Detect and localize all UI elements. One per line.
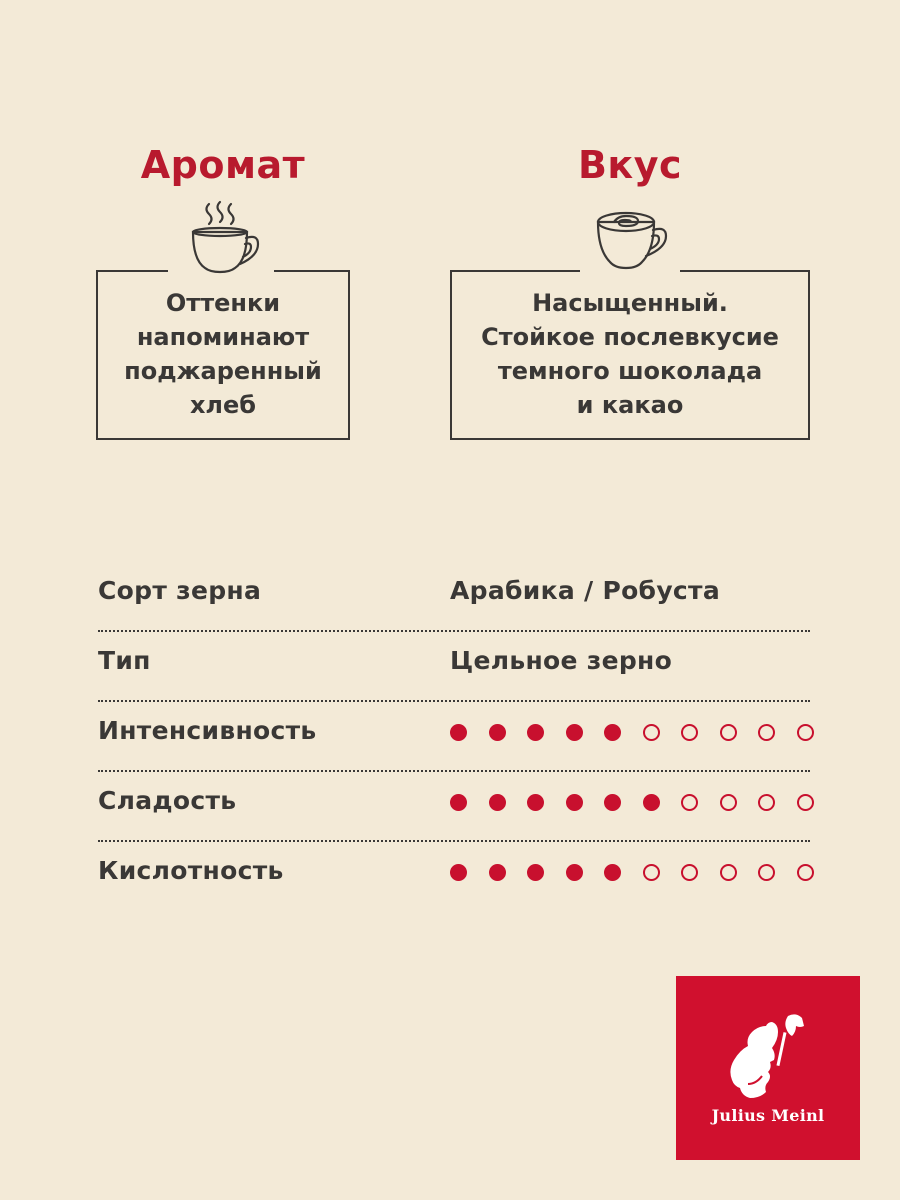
taste-heading: Вкус xyxy=(577,143,683,187)
brand-logo xyxy=(676,976,860,1160)
rating-dots xyxy=(450,724,835,741)
rating-dot-filled xyxy=(566,864,583,881)
rating-dot-empty xyxy=(758,794,775,811)
rating-dot-empty xyxy=(797,724,814,741)
rating-dot-filled xyxy=(643,794,660,811)
rating-dot-filled xyxy=(604,864,621,881)
julius-meinl-moor-logo-icon xyxy=(676,976,860,1160)
rating-dot-filled xyxy=(489,864,506,881)
spec-row-intensity xyxy=(98,702,814,772)
rating-dot-filled xyxy=(604,724,621,741)
spec-row-sweetness xyxy=(98,772,814,842)
spec-label: Тип xyxy=(98,646,151,675)
aroma-description: Оттенки напоминают поджаренный хлеб xyxy=(96,270,350,440)
taste-section xyxy=(450,140,810,440)
aroma-heading: Аромат xyxy=(140,143,306,187)
spec-value: Арабика / Робуста xyxy=(450,576,720,605)
rating-dot-empty xyxy=(758,864,775,881)
rating-dot-empty xyxy=(758,724,775,741)
rating-dot-filled xyxy=(527,864,544,881)
steaming-cup-icon xyxy=(183,198,263,278)
spec-row-acidity xyxy=(98,842,814,912)
spec-label: Кислотность xyxy=(98,856,284,885)
rating-dot-empty xyxy=(681,724,698,741)
rating-dot-empty xyxy=(720,724,737,741)
spec-value: Цельное зерно xyxy=(450,646,673,675)
rating-dot-filled xyxy=(489,724,506,741)
rating-dot-empty xyxy=(720,794,737,811)
rating-dots xyxy=(450,794,835,811)
rating-dot-filled xyxy=(527,794,544,811)
rating-dot-filled xyxy=(489,794,506,811)
rating-dot-empty xyxy=(681,794,698,811)
spec-row-bean-type xyxy=(98,562,814,632)
rating-dot-filled xyxy=(604,794,621,811)
spec-label: Интенсивность xyxy=(98,716,317,745)
rating-dot-filled xyxy=(566,724,583,741)
rating-dots xyxy=(450,864,835,881)
rating-dot-empty xyxy=(643,864,660,881)
rating-dot-filled xyxy=(450,794,467,811)
brand-name: Julius Meinl xyxy=(711,1106,825,1125)
rating-dot-empty xyxy=(720,864,737,881)
spec-label: Сладость xyxy=(98,786,237,815)
rating-dot-empty xyxy=(643,724,660,741)
latte-cup-icon xyxy=(590,198,670,278)
rating-dot-empty xyxy=(681,864,698,881)
taste-description: Насыщенный. Стойкое послевкусие темного шоколада и какао xyxy=(450,270,810,440)
spec-label: Сорт зерна xyxy=(98,576,262,605)
rating-dot-empty xyxy=(797,864,814,881)
aroma-section xyxy=(96,140,350,440)
rating-dot-filled xyxy=(566,794,583,811)
rating-dot-empty xyxy=(797,794,814,811)
rating-dot-filled xyxy=(450,724,467,741)
rating-dot-filled xyxy=(527,724,544,741)
specs-table xyxy=(98,562,814,912)
rating-dot-filled xyxy=(450,864,467,881)
spec-row-type xyxy=(98,632,814,702)
